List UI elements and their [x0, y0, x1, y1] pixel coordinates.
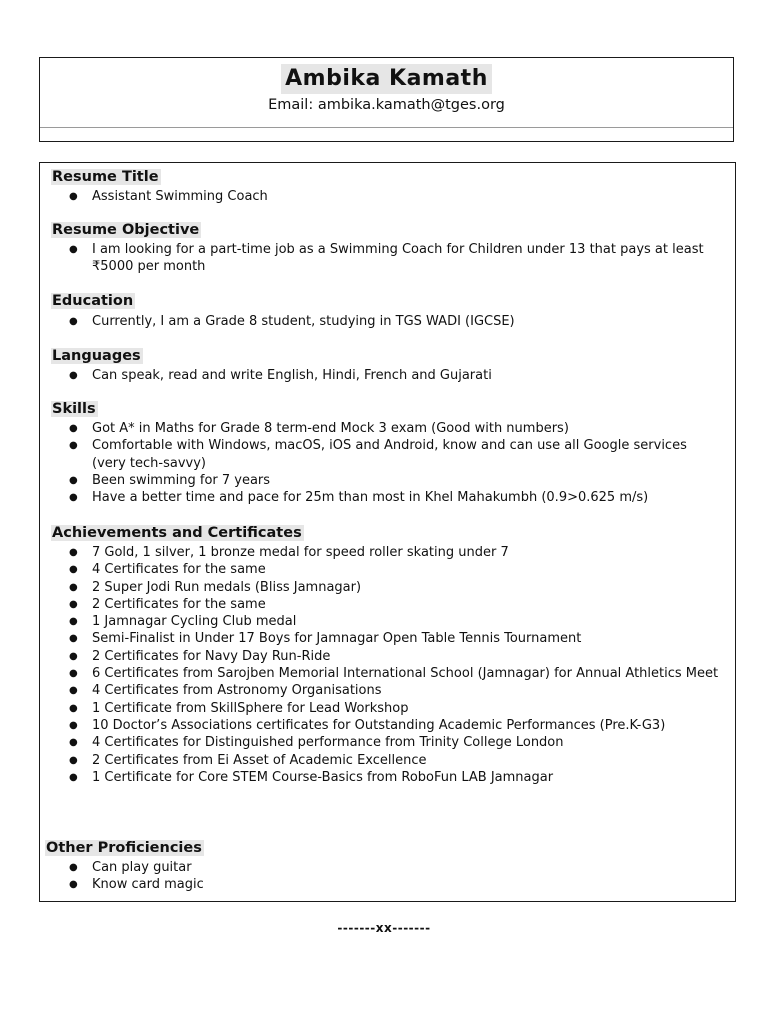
education-list [40, 313, 735, 330]
bullet-icon: ● [69, 191, 78, 202]
list-item-text: Semi-Finalist in Under 17 Boys for Jamnagar Open Table Tennis Tournament [92, 631, 582, 647]
list-item-text: Been swimming for 7 years [92, 472, 271, 488]
section-heading-education: Education [52, 293, 134, 309]
candidate-name: Ambika Kamath [40, 64, 733, 94]
skills-list [40, 420, 735, 506]
bullet-icon: ● [69, 650, 78, 662]
bullet-icon: ● [69, 771, 78, 783]
resume-objective-list [40, 241, 735, 276]
bullet-icon: ● [69, 598, 78, 610]
bullet-icon: ● [69, 685, 78, 697]
list-item [40, 561, 735, 578]
list-item-text: 10 Doctor’s Associations certificates for Outstanding Academic Performances (Pre.K-G3) [92, 717, 666, 733]
list-item [40, 437, 735, 472]
bullet-icon: ● [69, 633, 78, 645]
list-item [40, 769, 735, 786]
list-item [40, 613, 735, 630]
section-heading-other-proficiencies: Other Proficiencies [46, 840, 202, 856]
bullet-icon: ● [69, 492, 78, 504]
bullet-icon: ● [69, 547, 78, 558]
achievements-list [40, 544, 735, 786]
list-item-text: Know card magic [92, 877, 204, 893]
list-item [40, 596, 735, 613]
list-item-text: 4 Certificates from Astronomy Organisations [92, 683, 382, 699]
section-heading-resume-objective: Resume Objective [52, 222, 200, 238]
bullet-icon: ● [69, 668, 78, 680]
list-item [40, 313, 735, 330]
list-item-text: 7 Gold, 1 silver, 1 bronze medal for speed roller skating under 7 [92, 545, 509, 560]
section-heading-resume-title: Resume Title [52, 169, 159, 185]
bullet-icon: ● [69, 879, 78, 891]
list-item-text: 4 Certificates for the same [92, 562, 266, 578]
list-item [40, 241, 735, 276]
bullet-icon: ● [69, 581, 78, 593]
bullet-icon: ● [69, 702, 78, 714]
list-item-text: Got A* in Maths for Grade 8 term-end Mock 3 exam (Good with numbers) [92, 421, 569, 436]
list-item [40, 367, 735, 384]
list-item [40, 489, 735, 506]
list-item-text: I am looking for a part-time job as a Swimming Coach for Children under 13 that pays at least ₹5000 per month [92, 242, 704, 275]
bullet-icon: ● [69, 616, 78, 628]
list-item-text: Assistant Swimming Coach [92, 189, 268, 204]
list-item [40, 188, 735, 205]
bullet-icon: ● [69, 564, 78, 576]
list-item-text: Currently, I am a Grade 8 student, studying in TGS WADI (IGCSE) [92, 314, 515, 329]
list-item-text: Have a better time and pace for 25m than most in Khel Mahakumbh (0.9>0.625 m/s) [92, 490, 649, 506]
list-item-text: 6 Certificates from Sarojben Memorial International School (Jamnagar) for Annual Athletics Meet [92, 666, 719, 682]
list-item-text: 1 Jamnagar Cycling Club medal [92, 614, 297, 630]
list-item [40, 665, 735, 682]
section-heading-achievements: Achievements and Certificates [52, 525, 302, 541]
list-item-text: Can speak, read and write English, Hindi, French and Gujarati [92, 368, 492, 383]
list-item [40, 717, 735, 734]
section-heading-languages: Languages [52, 348, 141, 364]
list-item-text: 2 Certificates from Ei Asset of Academic Excellence [92, 752, 427, 768]
bullet-icon: ● [69, 316, 78, 327]
list-item-text: 2 Certificates for Navy Day Run-Ride [92, 648, 331, 664]
list-item [40, 752, 735, 769]
list-item [40, 544, 735, 561]
bullet-icon: ● [69, 737, 78, 749]
header-divider [40, 127, 733, 128]
bullet-icon: ● [69, 440, 78, 452]
other-proficiencies-list [40, 859, 735, 894]
list-item-text: Can play guitar [92, 860, 192, 875]
list-item-text: Comfortable with Windows, macOS, iOS and Android, know and can use all Google services (very tech-savvy) [92, 438, 687, 471]
list-item [40, 472, 735, 489]
list-item [40, 734, 735, 751]
list-item-text: 1 Certificate from SkillSphere for Lead Workshop [92, 700, 409, 716]
list-item [40, 876, 735, 893]
list-item-text: 1 Certificate for Core STEM Course-Basics from RoboFun LAB Jamnagar [92, 769, 554, 785]
list-item-text: 2 Certificates for the same [92, 596, 266, 612]
section-heading-skills: Skills [52, 401, 96, 417]
end-marker: -------xx------- [337, 921, 431, 935]
list-item [40, 682, 735, 699]
resume-title-list [40, 188, 735, 205]
list-item [40, 420, 735, 437]
bullet-icon: ● [69, 423, 78, 434]
bullet-icon: ● [69, 719, 78, 731]
resume-body [39, 162, 736, 902]
languages-list [40, 367, 735, 384]
bullet-icon: ● [69, 244, 78, 255]
bullet-icon: ● [69, 754, 78, 766]
email-line: Email: ambika.kamath@tges.org [268, 97, 505, 113]
list-item [40, 700, 735, 717]
list-item [40, 648, 735, 665]
header-box [39, 57, 734, 142]
list-item [40, 630, 735, 647]
list-item [40, 579, 735, 596]
bullet-icon: ● [69, 474, 78, 486]
bullet-icon: ● [69, 862, 78, 873]
list-item-text: 4 Certificates for Distinguished performance from Trinity College London [92, 735, 564, 751]
bullet-icon: ● [69, 370, 78, 381]
list-item [40, 859, 735, 876]
list-item-text: 2 Super Jodi Run medals (Bliss Jamnagar) [92, 579, 362, 595]
